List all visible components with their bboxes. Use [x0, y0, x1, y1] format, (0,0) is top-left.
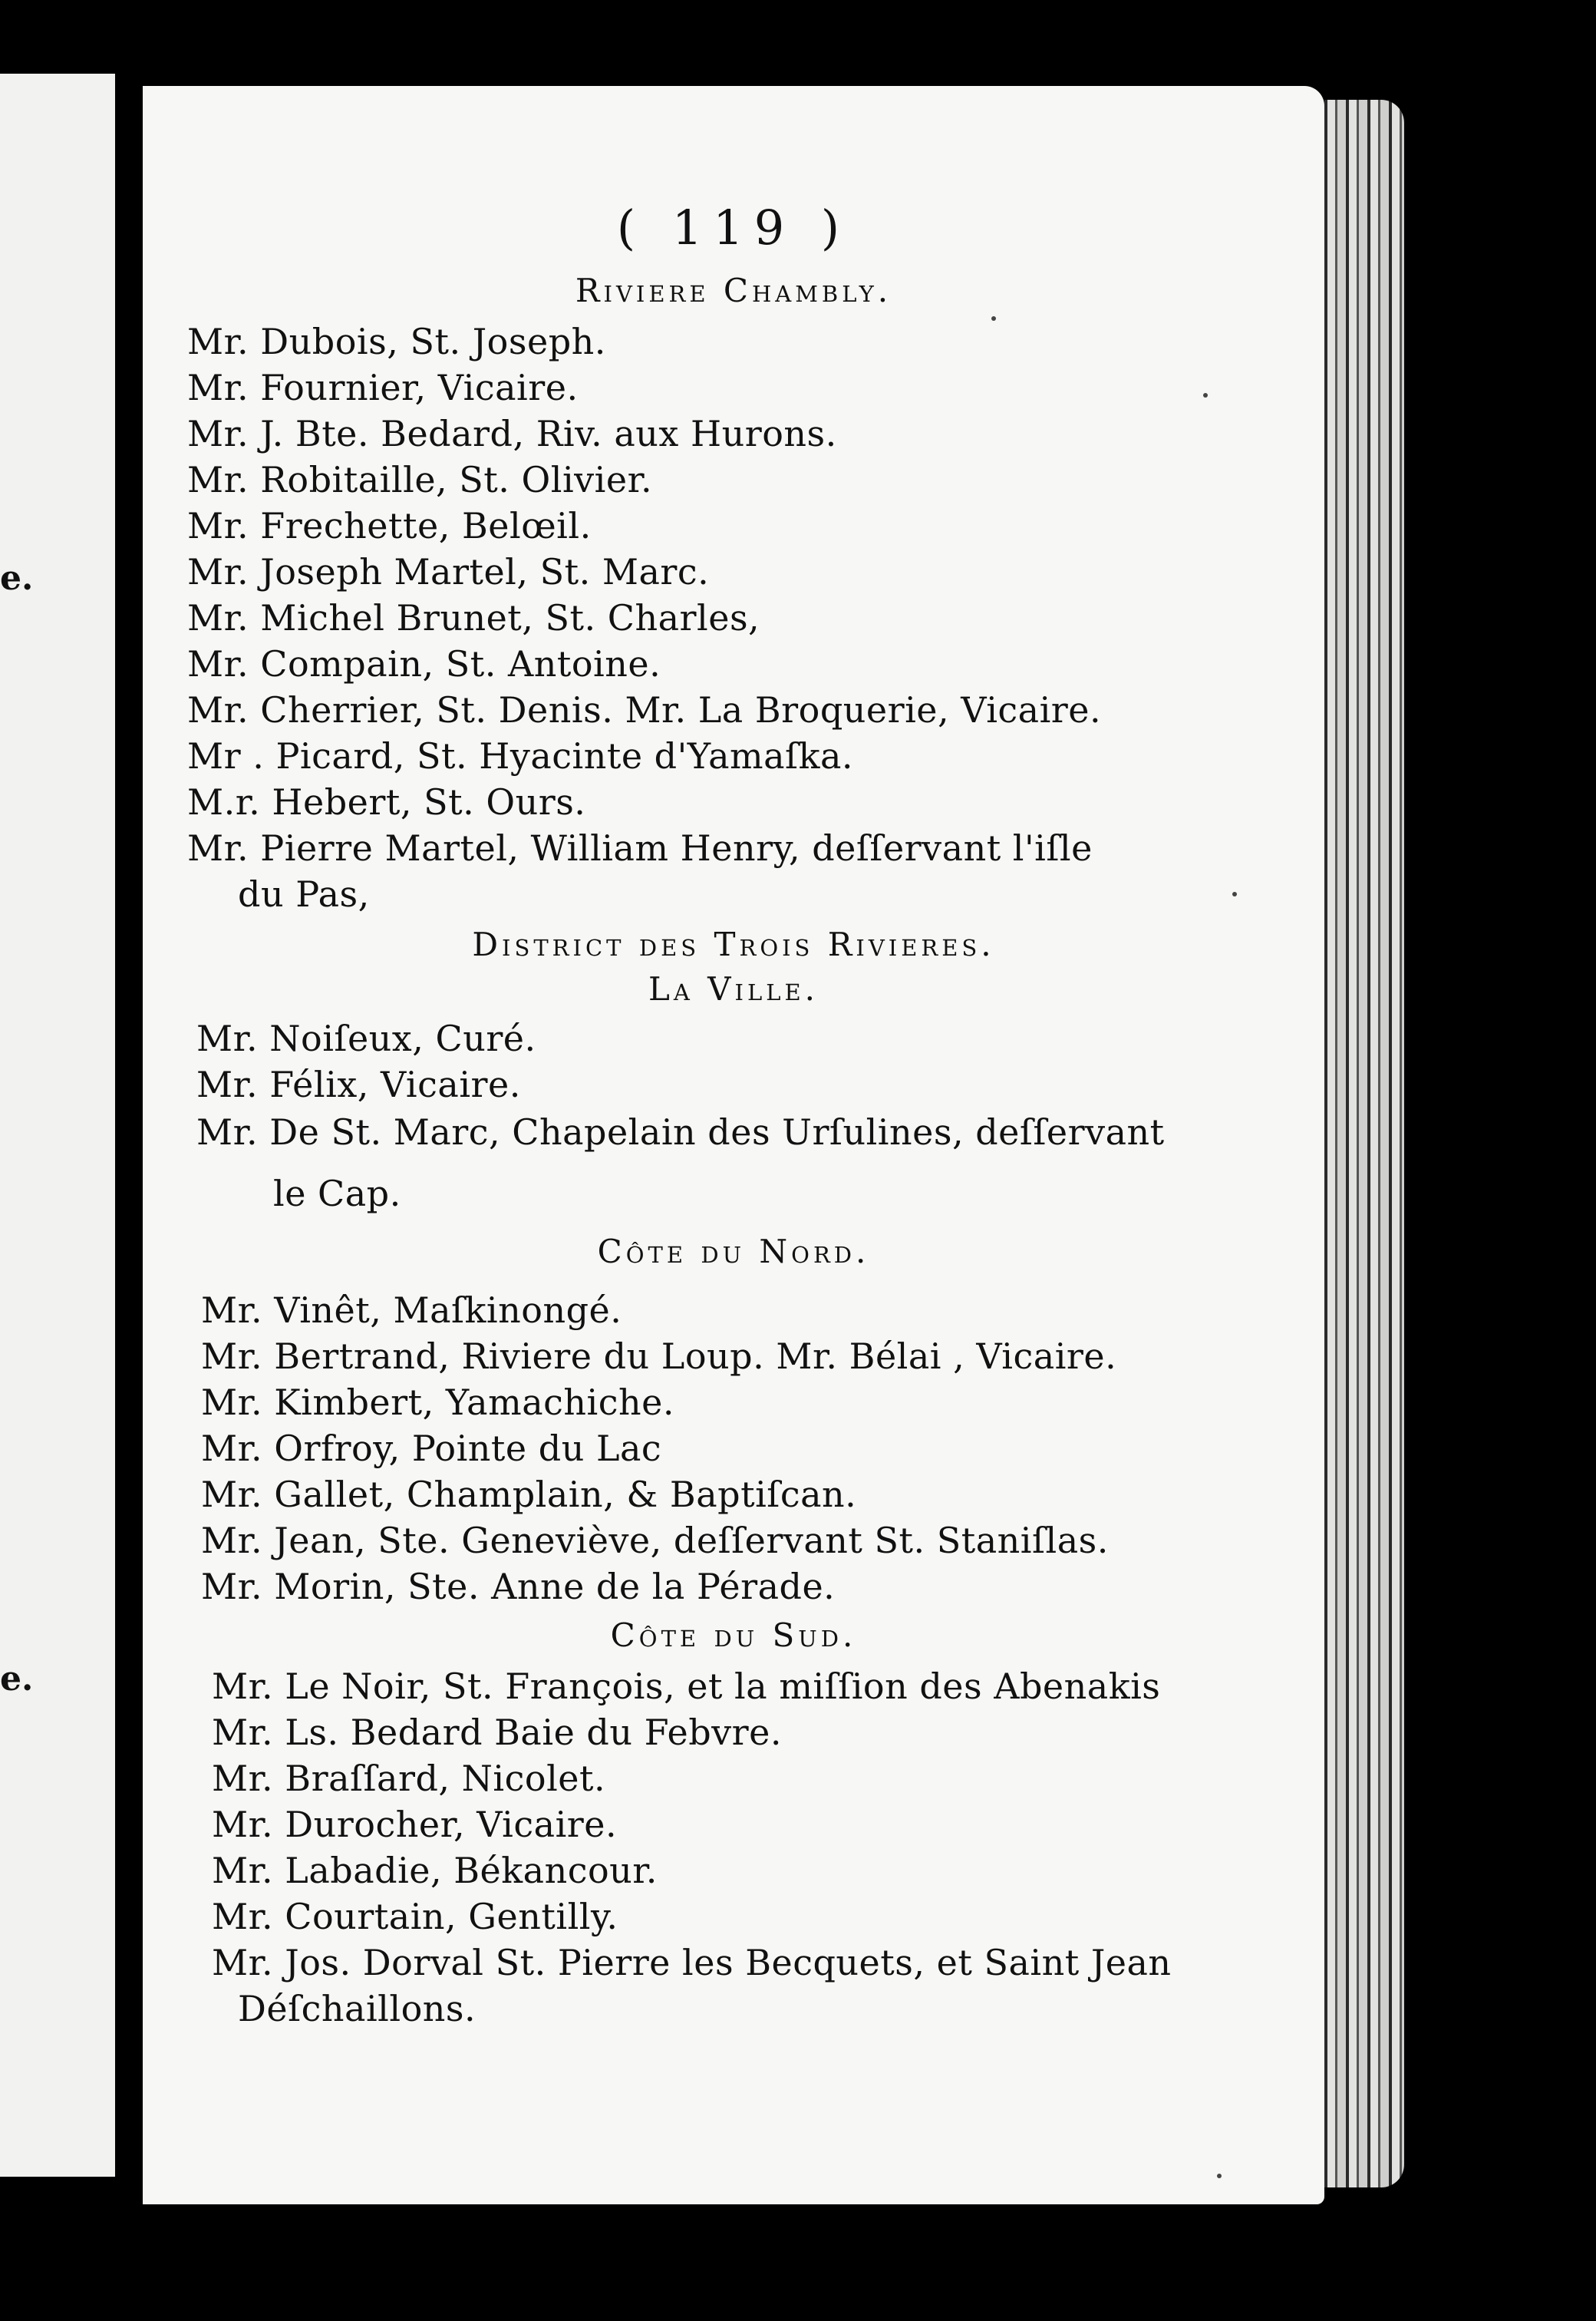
section-heading: Côte du Sud.: [610, 1616, 857, 1654]
page-number: ( 119 ): [616, 200, 851, 256]
book-page: [143, 86, 1324, 2204]
section-heading: La Ville.: [648, 970, 819, 1008]
left-facing-page: [0, 74, 115, 2177]
text-line: Mr. Cherrier, St. Denis. Mr. La Broquerie, Vicaire.: [187, 689, 1102, 731]
book-gutter: [115, 61, 143, 2203]
left-page-fragment: e.: [0, 1659, 34, 1699]
text-line: Mr. Gallet, Champlain, & Baptiſcan.: [201, 1474, 857, 1515]
text-line: Mr. Durocher, Vicaire.: [212, 1804, 618, 1845]
text-line: Mr. Dubois, St. Joseph.: [187, 321, 606, 362]
text-line: Mr. De St. Marc, Chapelain des Urſulines, deſſervant: [196, 1111, 1165, 1153]
text-line: Mr. Labadie, Békancour.: [212, 1850, 658, 1891]
paper-speck: [1232, 892, 1237, 896]
text-line: Mr . Picard, St. Hyacinte d'Yamaſka.: [187, 735, 853, 777]
text-line: Mr. Ls. Bedard Baie du Febvre.: [212, 1712, 783, 1753]
text-line: Mr. Robitaille, St. Olivier.: [187, 459, 653, 500]
section-heading: Riviere Chambly.: [575, 272, 892, 309]
text-line: Mr. Courtain, Gentilly.: [212, 1896, 618, 1937]
text-line: Mr. J. Bte. Bedard, Riv. aux Hurons.: [187, 413, 837, 454]
page-text-block: [143, 86, 1324, 2204]
section-heading: Côte du Nord.: [597, 1233, 870, 1270]
text-line: Mr. Braſſard, Nicolet.: [212, 1758, 606, 1799]
paper-speck: [991, 316, 996, 321]
text-line: le Cap.: [273, 1173, 401, 1214]
page-edges: [1324, 100, 1404, 2187]
text-line: Mr. Joseph Martel, St. Marc.: [187, 551, 710, 593]
paper-speck: [1203, 393, 1208, 398]
text-line: Mr. Pierre Martel, William Henry, deſſervant l'iſle: [187, 827, 1093, 869]
text-line: du Pas,: [238, 873, 370, 915]
text-line: Mr. Michel Brunet, St. Charles,: [187, 597, 760, 639]
text-line: Mr. Jean, Ste. Geneviève, deſſervant St. Staniſlas.: [201, 1520, 1109, 1561]
section-heading: District des Trois Rivieres.: [472, 926, 995, 963]
text-line: Mr. Le Noir, St. François, et la miſſion des Abenakis: [212, 1666, 1161, 1707]
text-line: Mr. Kimbert, Yamachiche.: [201, 1382, 674, 1423]
text-line: Mr. Noiſeux, Curé.: [196, 1018, 536, 1059]
text-line: Déſchaillons.: [238, 1988, 476, 2029]
text-line: Mr. Vinêt, Maſkinongé.: [201, 1289, 622, 1331]
text-line: Mr. Jos. Dorval St. Pierre les Becquets, et Saint Jean: [212, 1942, 1172, 1983]
text-line: Mr. Frechette, Belœil.: [187, 505, 592, 546]
text-line: M.r. Hebert, St. Ours.: [187, 781, 586, 823]
text-line: Mr. Morin, Ste. Anne de la Pérade.: [201, 1566, 836, 1607]
paper-speck: [1217, 2174, 1222, 2178]
left-page-fragment: e.: [0, 559, 34, 598]
text-line: Mr. Bertrand, Riviere du Loup. Mr. Bélai , Vicaire.: [201, 1335, 1117, 1377]
text-line: Mr. Félix, Vicaire.: [196, 1064, 521, 1105]
text-line: Mr. Compain, St. Antoine.: [187, 643, 661, 685]
text-line: Mr. Orfroy, Pointe du Lac: [201, 1428, 662, 1469]
text-line: Mr. Fournier, Vicaire.: [187, 367, 579, 408]
